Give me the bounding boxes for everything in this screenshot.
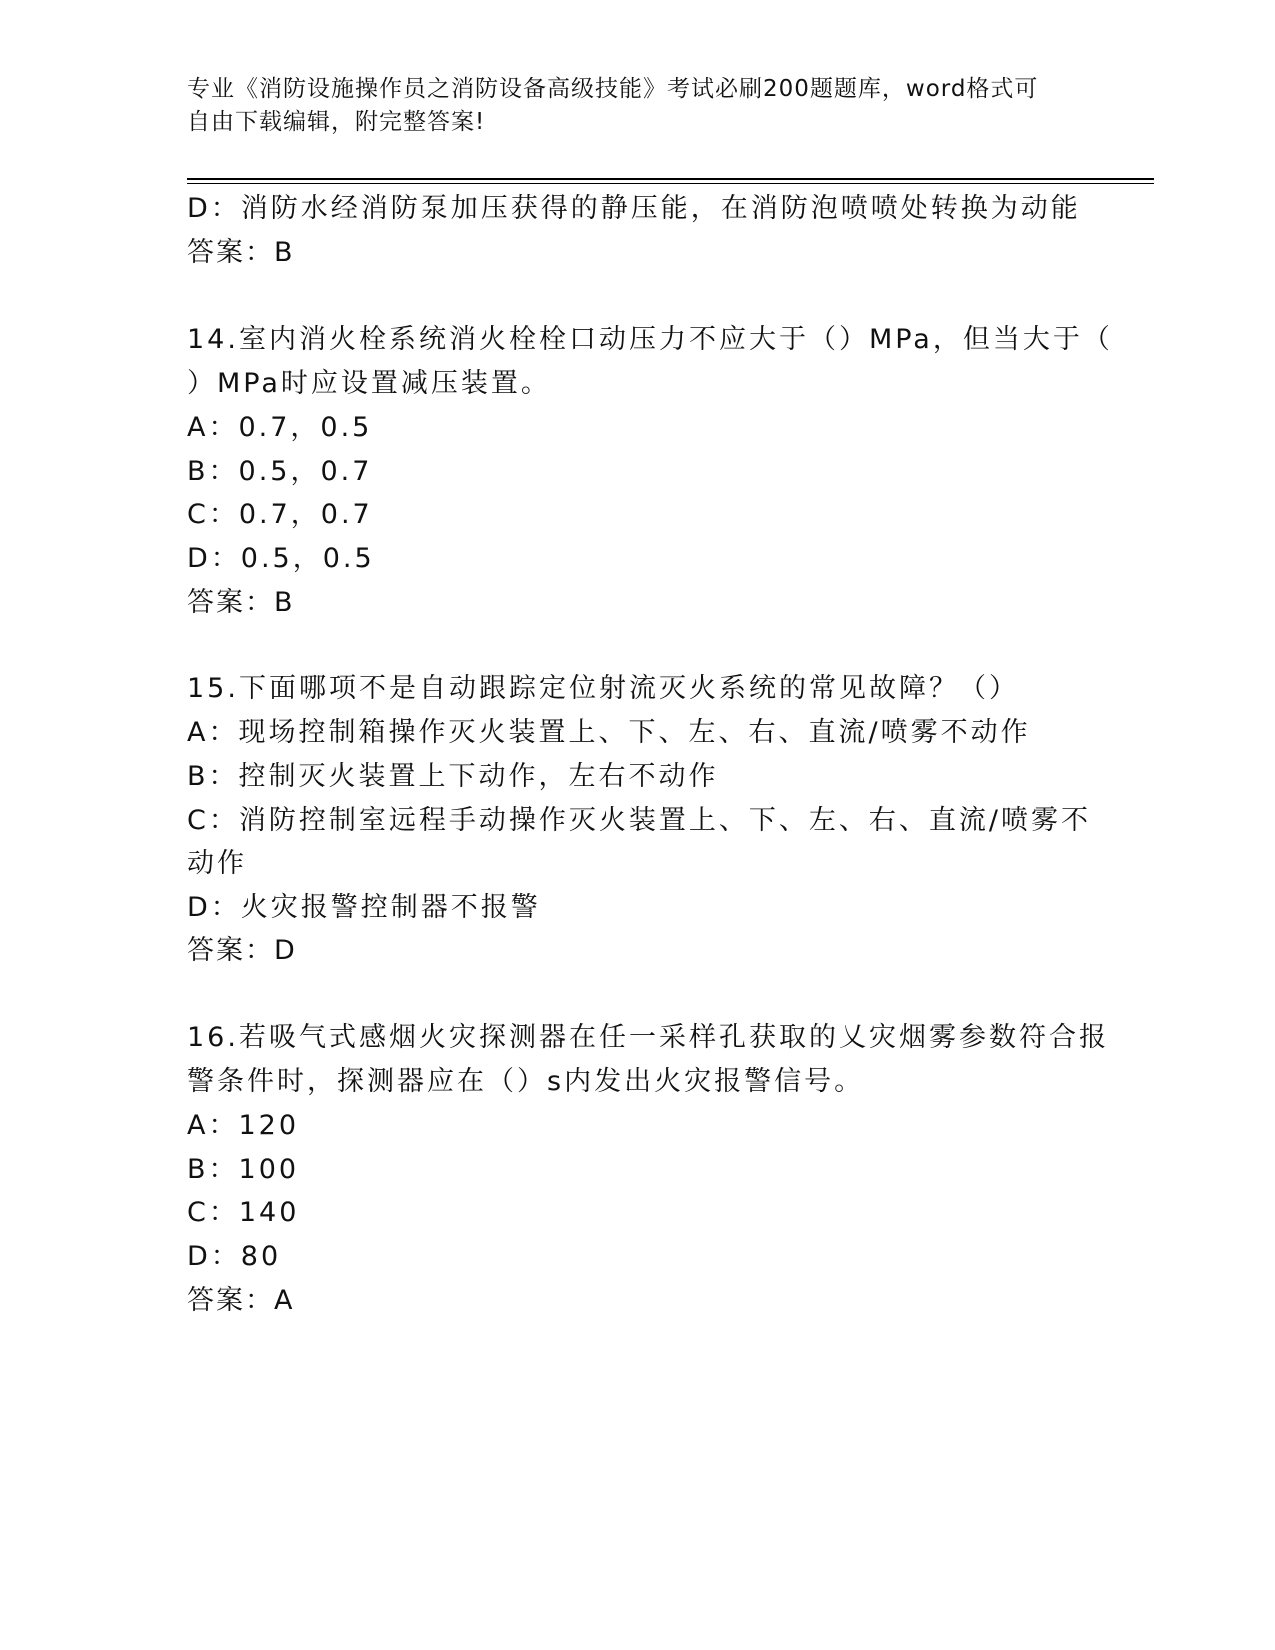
header-divider-thick	[187, 178, 1154, 180]
q14-option-b: B：0.5，0.7	[187, 456, 373, 487]
header-line-1: 专业《消防设施操作员之消防设备高级技能》考试必刷200题题库，word格式可	[187, 76, 1039, 102]
q16-stem-line-2: 警条件时，探测器应在（）s内发出火灾报警信号。	[187, 1066, 865, 1097]
q15-option-c-line-1: C：消防控制室远程手动操作灭火装置上、下、左、右、直流/喷雾不	[187, 805, 1091, 836]
document-header	[187, 73, 1067, 139]
header-divider-thin	[187, 183, 1154, 184]
prev-answer: 答案：B	[187, 237, 295, 268]
q15-option-c-line-2: 动作	[187, 848, 247, 879]
q14-stem-line-2: ）MPa时应设置减压装置。	[187, 368, 551, 399]
q16-stem-line-1: 16.若吸气式感烟火灾探测器在任一采样孔获取的乂灾烟雾参数符合报	[187, 1022, 1109, 1053]
q15-stem: 15.下面哪项不是自动跟踪定位射流灭火系统的常见故障？（）	[187, 673, 1019, 704]
q16-option-a: A：120	[187, 1110, 300, 1141]
q14-answer: 答案：B	[187, 587, 295, 618]
prev-option-d: D：消防水经消防泵加压获得的静压能，在消防泡喷喷处转换为动能	[187, 193, 1081, 224]
q14-option-d: D：0.5，0.5	[187, 543, 375, 574]
q16-option-b: B：100	[187, 1154, 300, 1185]
q15-option-b: B：控制灭火装置上下动作，左右不动作	[187, 761, 719, 792]
header-line-2: 自由下载编辑，附完整答案!	[187, 109, 486, 135]
q16-option-d: D：80	[187, 1241, 282, 1272]
q16-answer: 答案：A	[187, 1285, 295, 1316]
q15-option-a: A：现场控制箱操作灭火装置上、下、左、右、直流/喷雾不动作	[187, 717, 1031, 748]
q15-option-d: D：火灾报警控制器不报警	[187, 892, 541, 923]
q14-stem-line-1: 14.室内消火栓系统消火栓栓口动压力不应大于（）MPa，但当大于（	[187, 324, 1113, 355]
q15-answer: 答案：D	[187, 935, 297, 966]
q14-option-a: A：0.7，0.5	[187, 412, 373, 443]
q14-option-c: C：0.7，0.7	[187, 499, 373, 530]
q16-option-c: C：140	[187, 1197, 300, 1228]
